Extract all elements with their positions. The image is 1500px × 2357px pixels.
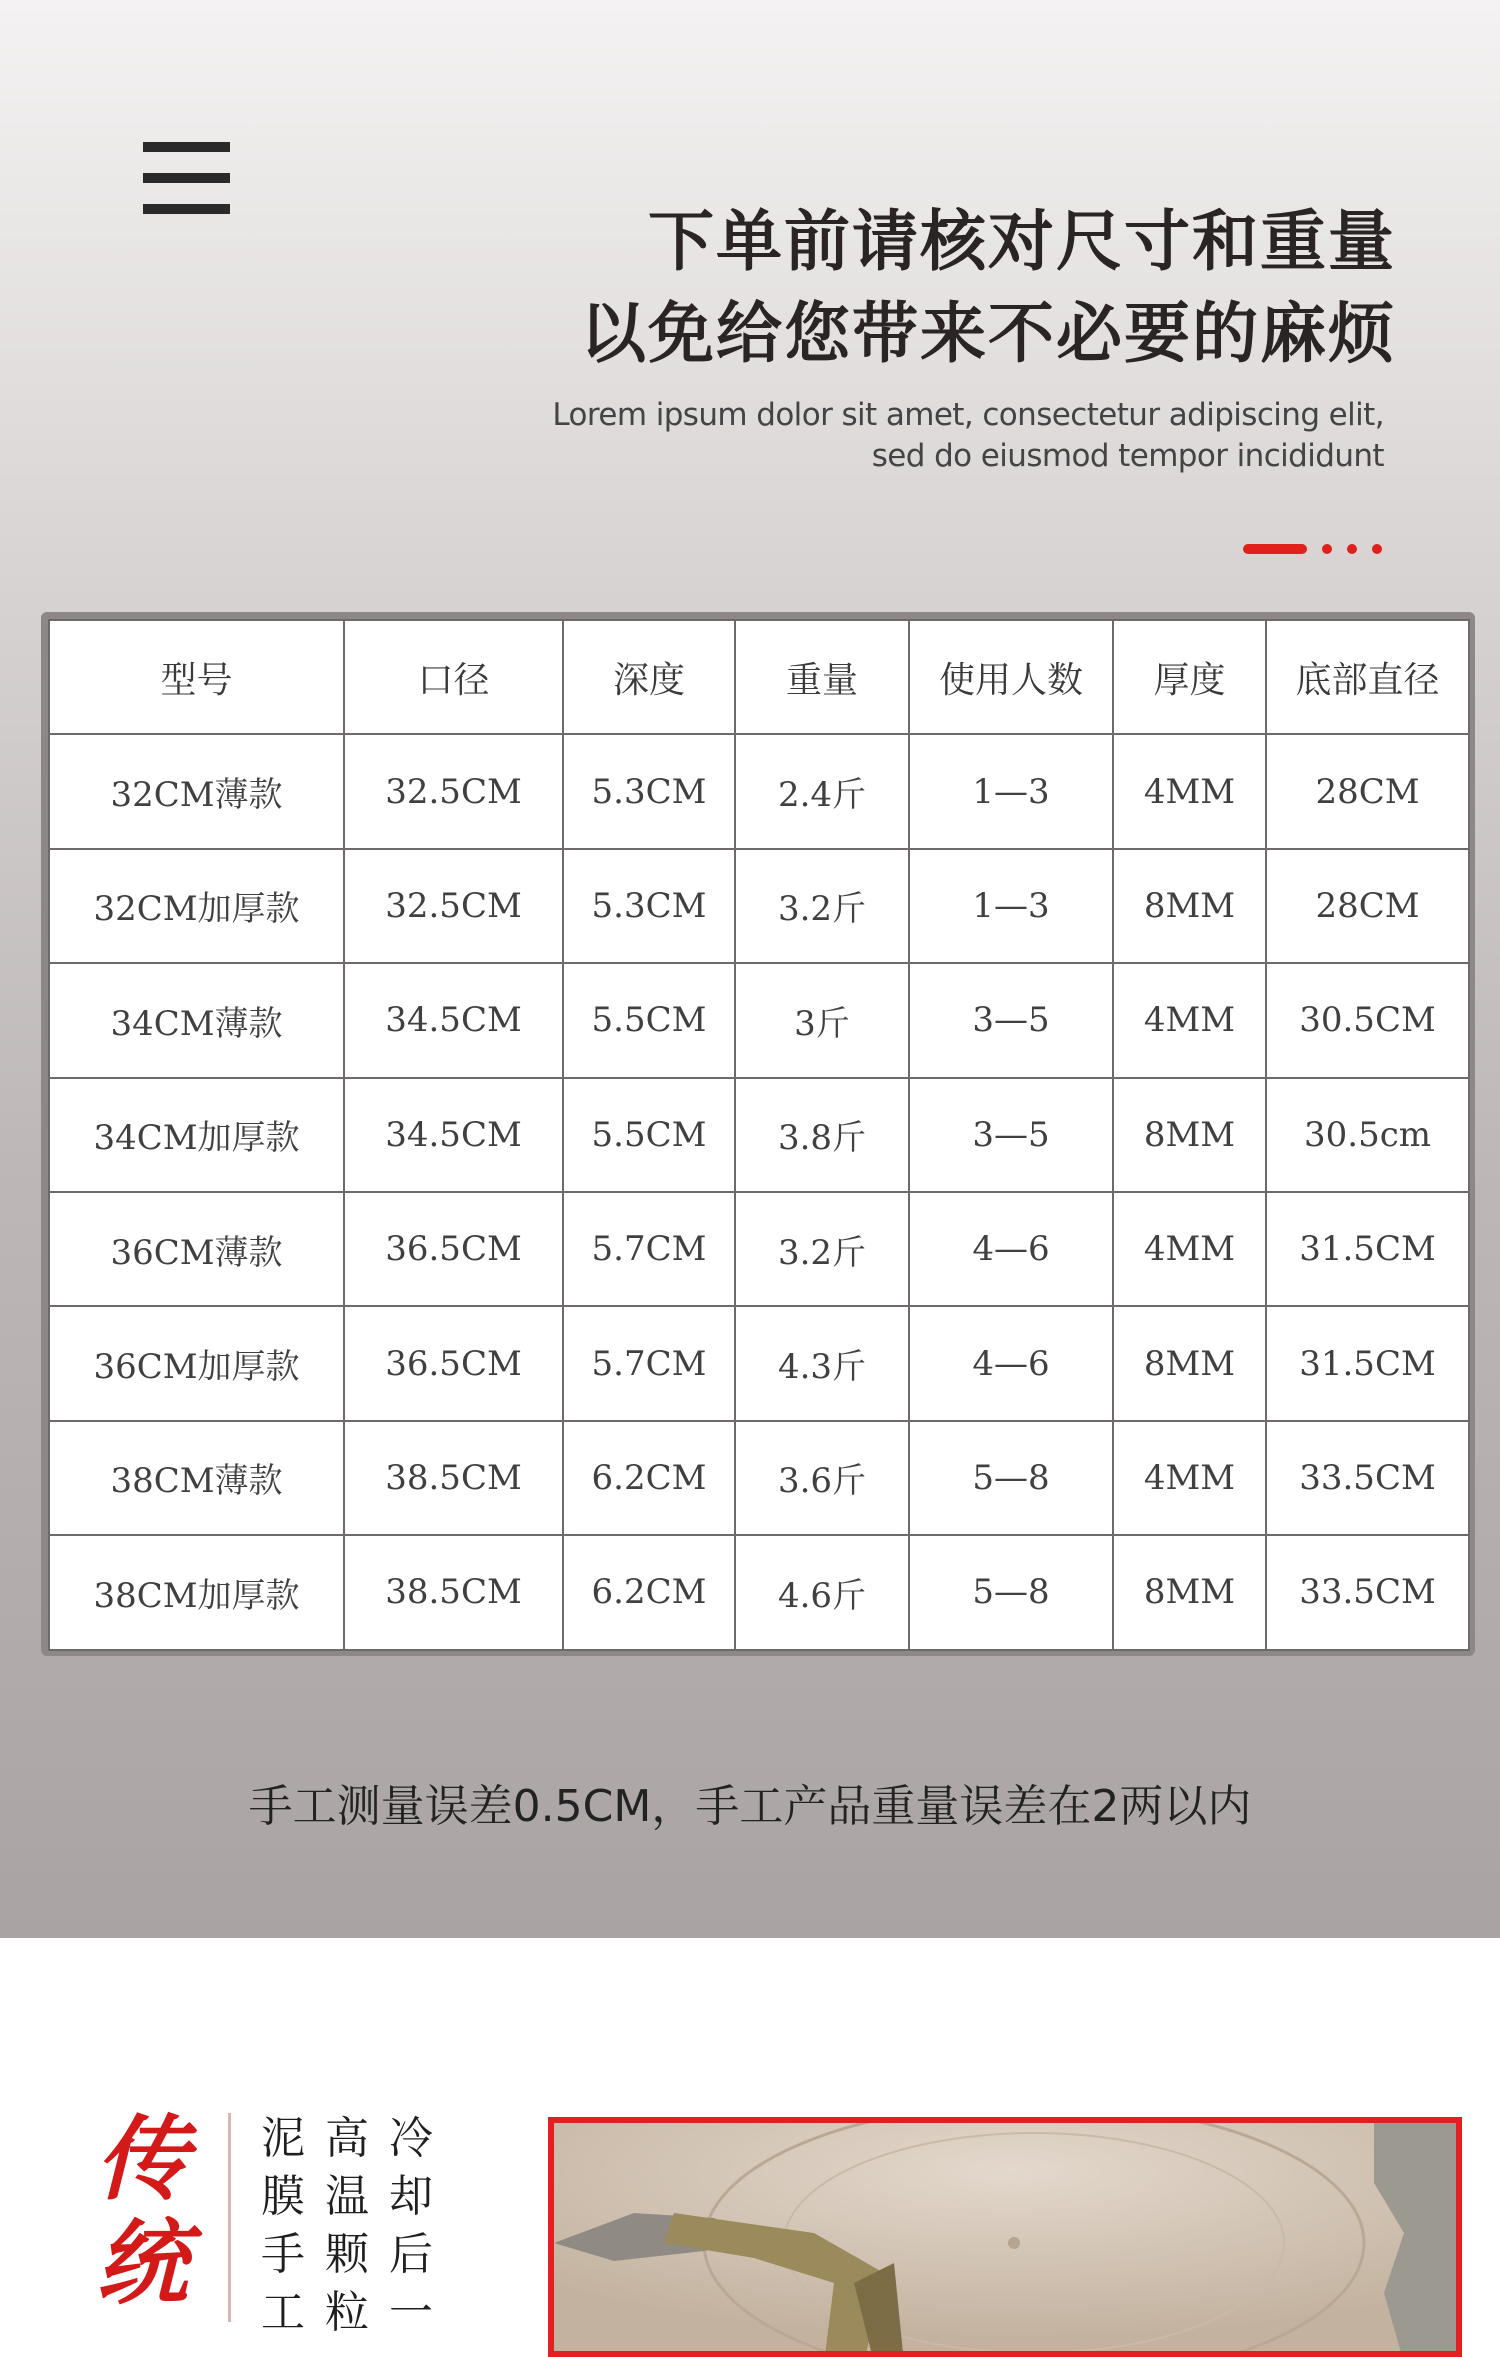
table-cell: 38.5CM xyxy=(344,1535,563,1649)
table-row xyxy=(49,1306,1469,1420)
divider xyxy=(228,2113,231,2322)
table-cell: 4.3斤 xyxy=(735,1306,909,1420)
table-cell: 38CM加厚款 xyxy=(49,1535,344,1649)
vertical-text-column: 冷却后一 xyxy=(389,2113,433,2338)
measurement-note: 手工测量误差0.5CM，手工产品重量误差在2两以内 xyxy=(248,1781,1252,1832)
vertical-text-column: 高温颗粒 xyxy=(325,2113,369,2338)
table-cell: 1—3 xyxy=(909,849,1113,963)
table-cell: 30.5CM xyxy=(1266,963,1469,1077)
heading-line-2: 以免给您带来不必要的麻烦 xyxy=(580,294,1396,372)
header-cell: 重量 xyxy=(735,620,909,734)
table-cell: 34.5CM xyxy=(344,1078,563,1192)
table-cell: 6.2CM xyxy=(563,1421,735,1535)
carousel-indicator-active xyxy=(1243,544,1307,554)
table-cell: 38.5CM xyxy=(344,1421,563,1535)
table-cell: 28CM xyxy=(1266,849,1469,963)
table-row xyxy=(49,849,1469,963)
table-cell: 36.5CM xyxy=(344,1192,563,1306)
table-cell: 3—5 xyxy=(909,963,1113,1077)
table-row xyxy=(49,1192,1469,1306)
table-row xyxy=(49,734,1469,848)
header-cell: 深度 xyxy=(563,620,735,734)
table-cell: 4MM xyxy=(1113,1421,1266,1535)
table-cell: 36CM加厚款 xyxy=(49,1306,344,1420)
table-cell: 33.5CM xyxy=(1266,1421,1469,1535)
table-cell: 38CM薄款 xyxy=(49,1421,344,1535)
carousel-dot xyxy=(1347,544,1357,554)
table-cell: 8MM xyxy=(1113,849,1266,963)
table-cell: 32CM加厚款 xyxy=(49,849,344,963)
table-cell: 5—8 xyxy=(909,1421,1113,1535)
table-row xyxy=(49,1421,1469,1535)
header-cell: 厚度 xyxy=(1113,620,1266,734)
table-cell: 36CM薄款 xyxy=(49,1192,344,1306)
header-cell: 使用人数 xyxy=(909,620,1113,734)
menu-icon[interactable] xyxy=(143,142,230,214)
carousel-dot xyxy=(1372,544,1382,554)
spec-table xyxy=(48,619,1470,1651)
table-cell: 5.5CM xyxy=(563,1078,735,1192)
table-cell: 31.5CM xyxy=(1266,1306,1469,1420)
carousel-dot xyxy=(1322,544,1332,554)
header-cell: 底部直径 xyxy=(1266,620,1469,734)
table-cell: 4MM xyxy=(1113,1192,1266,1306)
table-cell: 33.5CM xyxy=(1266,1535,1469,1649)
table-cell: 5—8 xyxy=(909,1535,1113,1649)
table-cell: 3.2斤 xyxy=(735,1192,909,1306)
table-cell: 3.2斤 xyxy=(735,849,909,963)
table-cell: 34.5CM xyxy=(344,963,563,1077)
table-cell: 3斤 xyxy=(735,963,909,1077)
table-cell: 36.5CM xyxy=(344,1306,563,1420)
table-cell: 5.7CM xyxy=(563,1192,735,1306)
table-cell: 32CM薄款 xyxy=(49,734,344,848)
header-cell: 口径 xyxy=(344,620,563,734)
table-cell: 28CM xyxy=(1266,734,1469,848)
table-cell: 5.5CM xyxy=(563,963,735,1077)
table-cell: 32.5CM xyxy=(344,849,563,963)
subtitle-line-1: Lorem ipsum dolor sit amet, consectetur adipiscing elit, xyxy=(552,397,1384,433)
subtitle-line-2: sed do eiusmod tempor incididunt xyxy=(871,438,1384,474)
table-cell: 34CM薄款 xyxy=(49,963,344,1077)
section-title-char: 传 xyxy=(96,2105,189,2213)
table-cell: 34CM加厚款 xyxy=(49,1078,344,1192)
table-cell: 4MM xyxy=(1113,734,1266,848)
table-cell: 8MM xyxy=(1113,1078,1266,1192)
table-row xyxy=(49,1535,1469,1649)
table-header-row xyxy=(49,620,1469,734)
table-cell: 3—5 xyxy=(909,1078,1113,1192)
section-title-char: 统 xyxy=(96,2209,189,2317)
table-cell: 4.6斤 xyxy=(735,1535,909,1649)
table-cell: 3.6斤 xyxy=(735,1421,909,1535)
table-cell: 5.7CM xyxy=(563,1306,735,1420)
table-cell: 4—6 xyxy=(909,1192,1113,1306)
heading-line-1: 下单前请核对尺寸和重量 xyxy=(648,202,1396,280)
table-cell: 3.8斤 xyxy=(735,1078,909,1192)
header-cell: 型号 xyxy=(49,620,344,734)
table-row xyxy=(49,963,1469,1077)
table-cell: 5.3CM xyxy=(563,734,735,848)
table-cell: 6.2CM xyxy=(563,1535,735,1649)
table-cell: 30.5cm xyxy=(1266,1078,1469,1192)
table-row xyxy=(49,1078,1469,1192)
table-cell: 8MM xyxy=(1113,1306,1266,1420)
table-cell: 32.5CM xyxy=(344,734,563,848)
craft-photo xyxy=(548,2117,1462,2357)
table-cell: 4—6 xyxy=(909,1306,1113,1420)
vertical-text-column: 泥膜手工 xyxy=(261,2113,305,2338)
table-cell: 31.5CM xyxy=(1266,1192,1469,1306)
table-cell: 2.4斤 xyxy=(735,734,909,848)
table-cell: 5.3CM xyxy=(563,849,735,963)
table-cell: 8MM xyxy=(1113,1535,1266,1649)
table-cell: 4MM xyxy=(1113,963,1266,1077)
table-cell: 1—3 xyxy=(909,734,1113,848)
